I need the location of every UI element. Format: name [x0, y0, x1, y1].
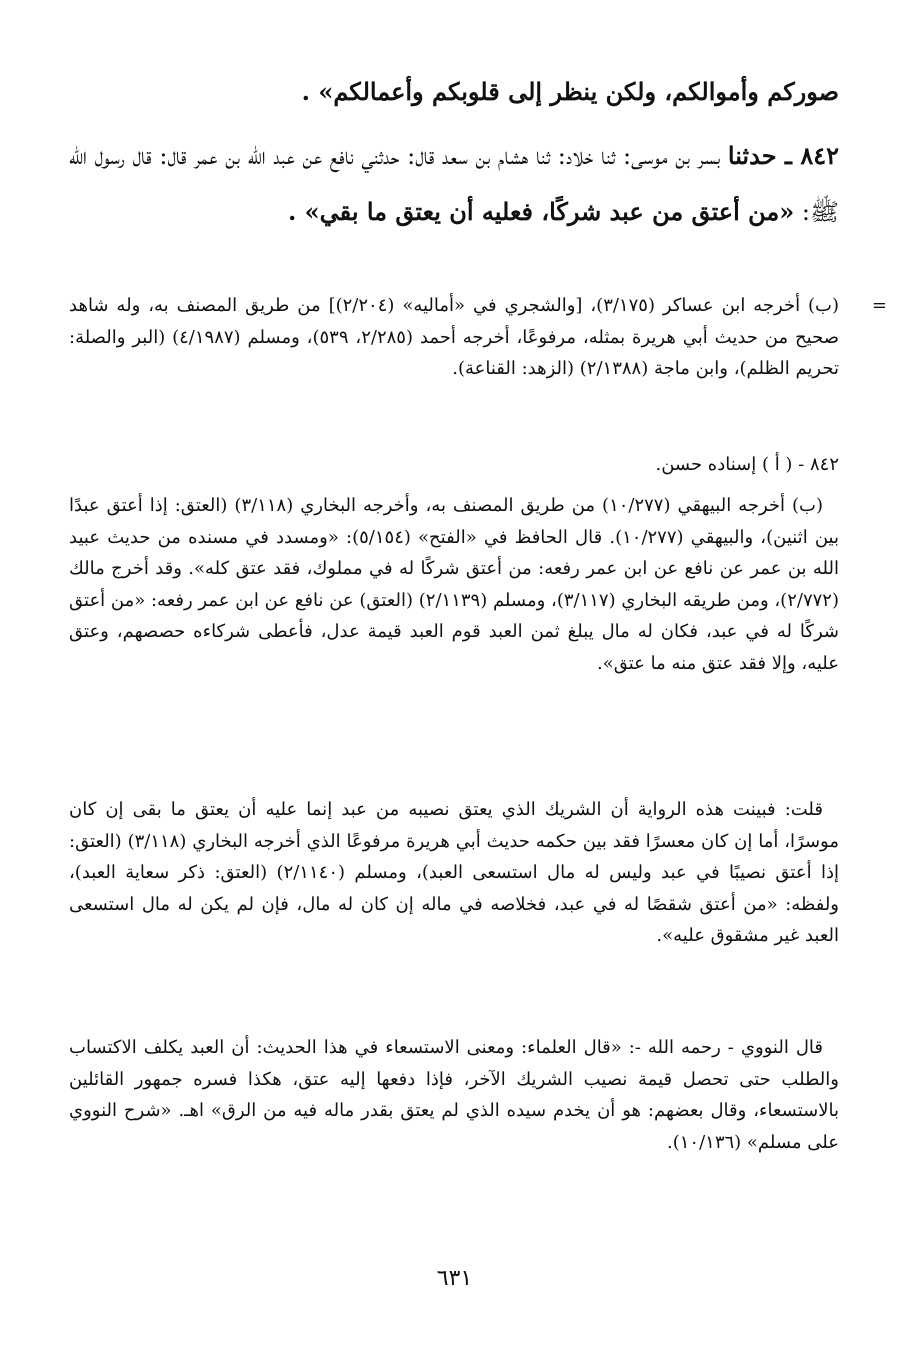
hadith-text: «من أعتق من عبد شركًا، فعليه أن يعتق ما بقي» . [287, 197, 795, 226]
hadith-chain: بسر بن موسى: ثنا خلاد: ثنا هشام بن سعد قال: حدثني نافع عن عبد الله بن عمر قال: قال رسول الله ﷺ: [69, 142, 839, 226]
footnote-qult: قلت: فبينت هذه الرواية أن الشريك الذي يعتق نصيبه من عبد إنما عليه أن يعتق ما بقى إن كان موسرًا، أما إن كان معسرًا فقد بين حكمه حديث أبي هريرة مرفوعًا الذي أخرجه البخاري (٣/١١٨) (العتق: إذا أعتق نصيبًا في عبد وليس له مال استسعى العبد)، ومسلم (٢/١١٤٠) (العتق: ذكر سعاية العبد)، ولفظه: «من أعتق شقصًا له في عبد، فخلاصه في ماله إن كان له مال، فإن لم يكن له مال استسعى العبد غير مشقوق عليه». [69, 799, 839, 946]
main-text-line-1: صوركم وأموالكم، ولكن ينظر إلى قلوبكم وأعمالكم» . [301, 77, 839, 106]
footnote-prev-b [69, 290, 887, 385]
footnote-nawawi: قال النووي - رحمه الله -: «قال العلماء: ومعنى الاستسعاء في هذا الحديث: أن العبد يكلف الاكتساب والطلب حتى تحصل قيمة نصيب الشريك الآخر، فإذا دفعها إليه عتق، هكذا فسره جمهور القائلين بالاستسعاء، وقال بعضهم: هو أن يخدم سيده الذي لم يعتق بقدر ماله فيه من الرق» اهـ. «شرح النووي على مسلم» (١٠/١٣٦). [69, 1037, 839, 1153]
continuation-marker: = [871, 295, 887, 316]
hadith-number: ٨٤٢ ـ حدثنا [727, 141, 839, 170]
page-number: ٦٣١ [436, 1266, 473, 1291]
footnote-842-a: ٨٤٢ - ( أ ) إسناده حسن. [655, 454, 839, 475]
footnote-842-b: (ب) أخرجه البيهقي (١٠/٢٧٧) من طريق المصنف به، وأخرجه البخاري (٣/١١٨) (العتق: إذا أعتق عبدًا بين اثنين)، والبيهقي (١٠/٢٧٧). قال الحافظ في «الفتح» (٥/١٥٤): «ومسدد في مسنده من حديث عبيد الله بن عمر عن نافع عن ابن عمر رفعه: من أعتق شركًا له في مملوك، فقد عتق كله». وقد أخرج مالك (٢/٧٧٢)، ومن طريقه البخاري (٣/١١٧)، ومسلم (٢/١١٣٩) (العتق) عن نافع عن ابن عمر رفعه: «من أعتق شركًا له في عبد، فكان له مال يبلغ ثمن العبد قوم العبد قيمة عدل، فأعطى شركاءه حصصهم، وعتق عليه، وإلا فقد عتق منه ما عتق». [69, 495, 840, 674]
hadith-842 [69, 128, 839, 240]
footnote-prev-b-text: (ب) أخرجه ابن عساكر (٣/١٧٥)، [والشجري في «أماليه» (٢/٢٠٤)] من طريق المصنف به، وله شاهد صحيح من حديث أبي هريرة بمثله، مرفوعًا، أخرجه أحمد (٢/٢٨٥، ٥٣٩)، ومسلم (٤/١٩٨٧) (البر والصلة: تحريم الظلم)، وابن ماجة (٢/١٣٨٨) (الزهد: القناعة). [69, 295, 840, 379]
